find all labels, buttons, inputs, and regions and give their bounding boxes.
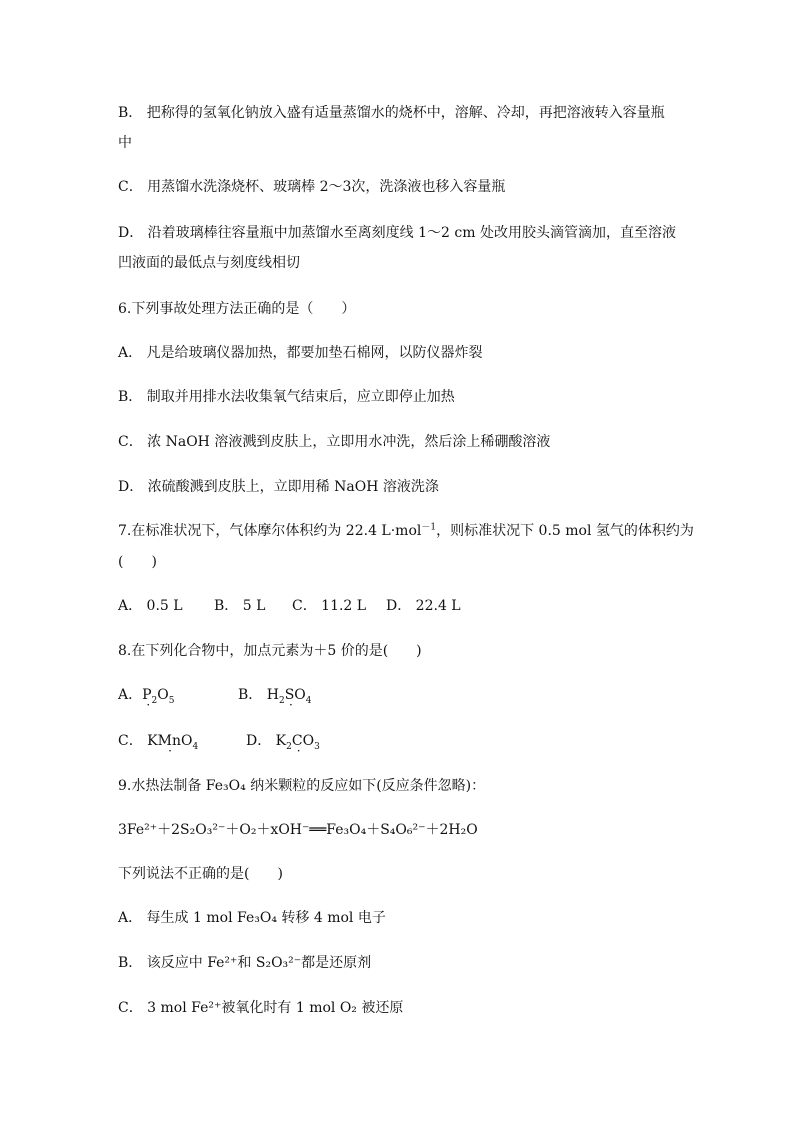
q8-option-b: B． $H_2S \cdot O_4$	[238, 686, 312, 704]
q8-option-c: C． KMn $\cdot O_4$	[118, 732, 246, 750]
q7-option-b: B． 5 L	[214, 598, 266, 614]
q7-options	[118, 597, 461, 615]
q8-label-c: C．	[118, 733, 143, 749]
q7-option-a: A． 0.5 L	[118, 598, 183, 614]
q6-option-d: D． 浓硫酸溅到皮肤上，立即用稀 NaOH 溶液洗涤	[118, 479, 439, 495]
q5-option-b-line2: 中	[118, 135, 132, 151]
q7-stem-b: ，则标准状况下 0.5 mol 氢气的体积约为	[436, 523, 694, 539]
q8-options-row1	[118, 686, 312, 704]
q8-label-d: D．	[246, 733, 272, 749]
q9-ask: 下列说法不正确的是( )	[118, 866, 283, 882]
q5-option-c: C． 用蒸馏水洗涤烧杯、玻璃棒 2～3次，洗涤液也移入容量瓶	[118, 179, 506, 195]
q8-option-a: A．$P \cdot_2O_5$	[118, 686, 238, 704]
q7-option-c: C． 11.2 L	[292, 598, 367, 614]
q9-option-b: B． 该反应中 Fe²⁺和 S₂O₃²⁻都是还原剂	[118, 955, 372, 971]
q5-option-b-line1: B． 把称得的氢氧化钠放入盛有适量蒸馏水的烧杯中，溶解、冷却，再把溶液转入容量瓶	[118, 105, 665, 121]
q7-stem-sup: －1	[421, 522, 437, 533]
q8-stem: 8.在下列化合物中，加点元素为＋5 价的是( )	[118, 643, 422, 659]
q7-stem-a: 7.在标准状况下，气体摩尔体积约为 22.4 L·mol	[118, 523, 422, 539]
q8-label-a: A．	[118, 687, 143, 703]
q6-stem: 6.下列事故处理方法正确的是（ ）	[118, 301, 356, 317]
q7-stem-line2: ( )	[118, 554, 157, 570]
q8-options-row2	[118, 732, 320, 750]
q6-option-c: C． 浓 NaOH 溶液溅到皮肤上，立即用水冲洗，然后涂上稀硼酸溶液	[118, 434, 551, 450]
q5-option-d-line2: 凹液面的最低点与刻度线相切	[118, 255, 300, 271]
q6-option-b: B． 制取并用排水法收集氧气结束后，应立即停止加热	[118, 389, 455, 405]
q6-option-a: A． 凡是给玻璃仪器加热，都要加垫石棉网，以防仪器炸裂	[118, 345, 483, 361]
q5-option-d-line1: D． 沿着玻璃棒往容量瓶中加蒸馏水至离刻度线 1～2 cm 处改用胶头滴管滴加，直至溶液	[118, 225, 676, 241]
q9-option-c: C． 3 mol Fe²⁺被氧化时有 1 mol O₂ 被还原	[118, 1000, 404, 1016]
q9-stem: 9.水热法制备 Fe₃O₄ 纳米颗粒的反应如下(反应条件忽略)：	[118, 778, 486, 794]
q7-option-d: D． 22.4 L	[386, 598, 461, 614]
q8-label-b: B．	[238, 687, 263, 703]
q8-option-d: D． $K_2C \cdot O_3$	[246, 732, 320, 750]
q9-option-a: A． 每生成 1 mol Fe₃O₄ 转移 4 mol 电子	[118, 910, 386, 926]
q9-equation: 3Fe²⁺＋2S₂O₃²⁻＋O₂＋xOH⁻══Fe₃O₄＋S₄O₆²⁻＋2H₂O	[118, 822, 478, 838]
q7-stem-line1	[118, 522, 694, 540]
